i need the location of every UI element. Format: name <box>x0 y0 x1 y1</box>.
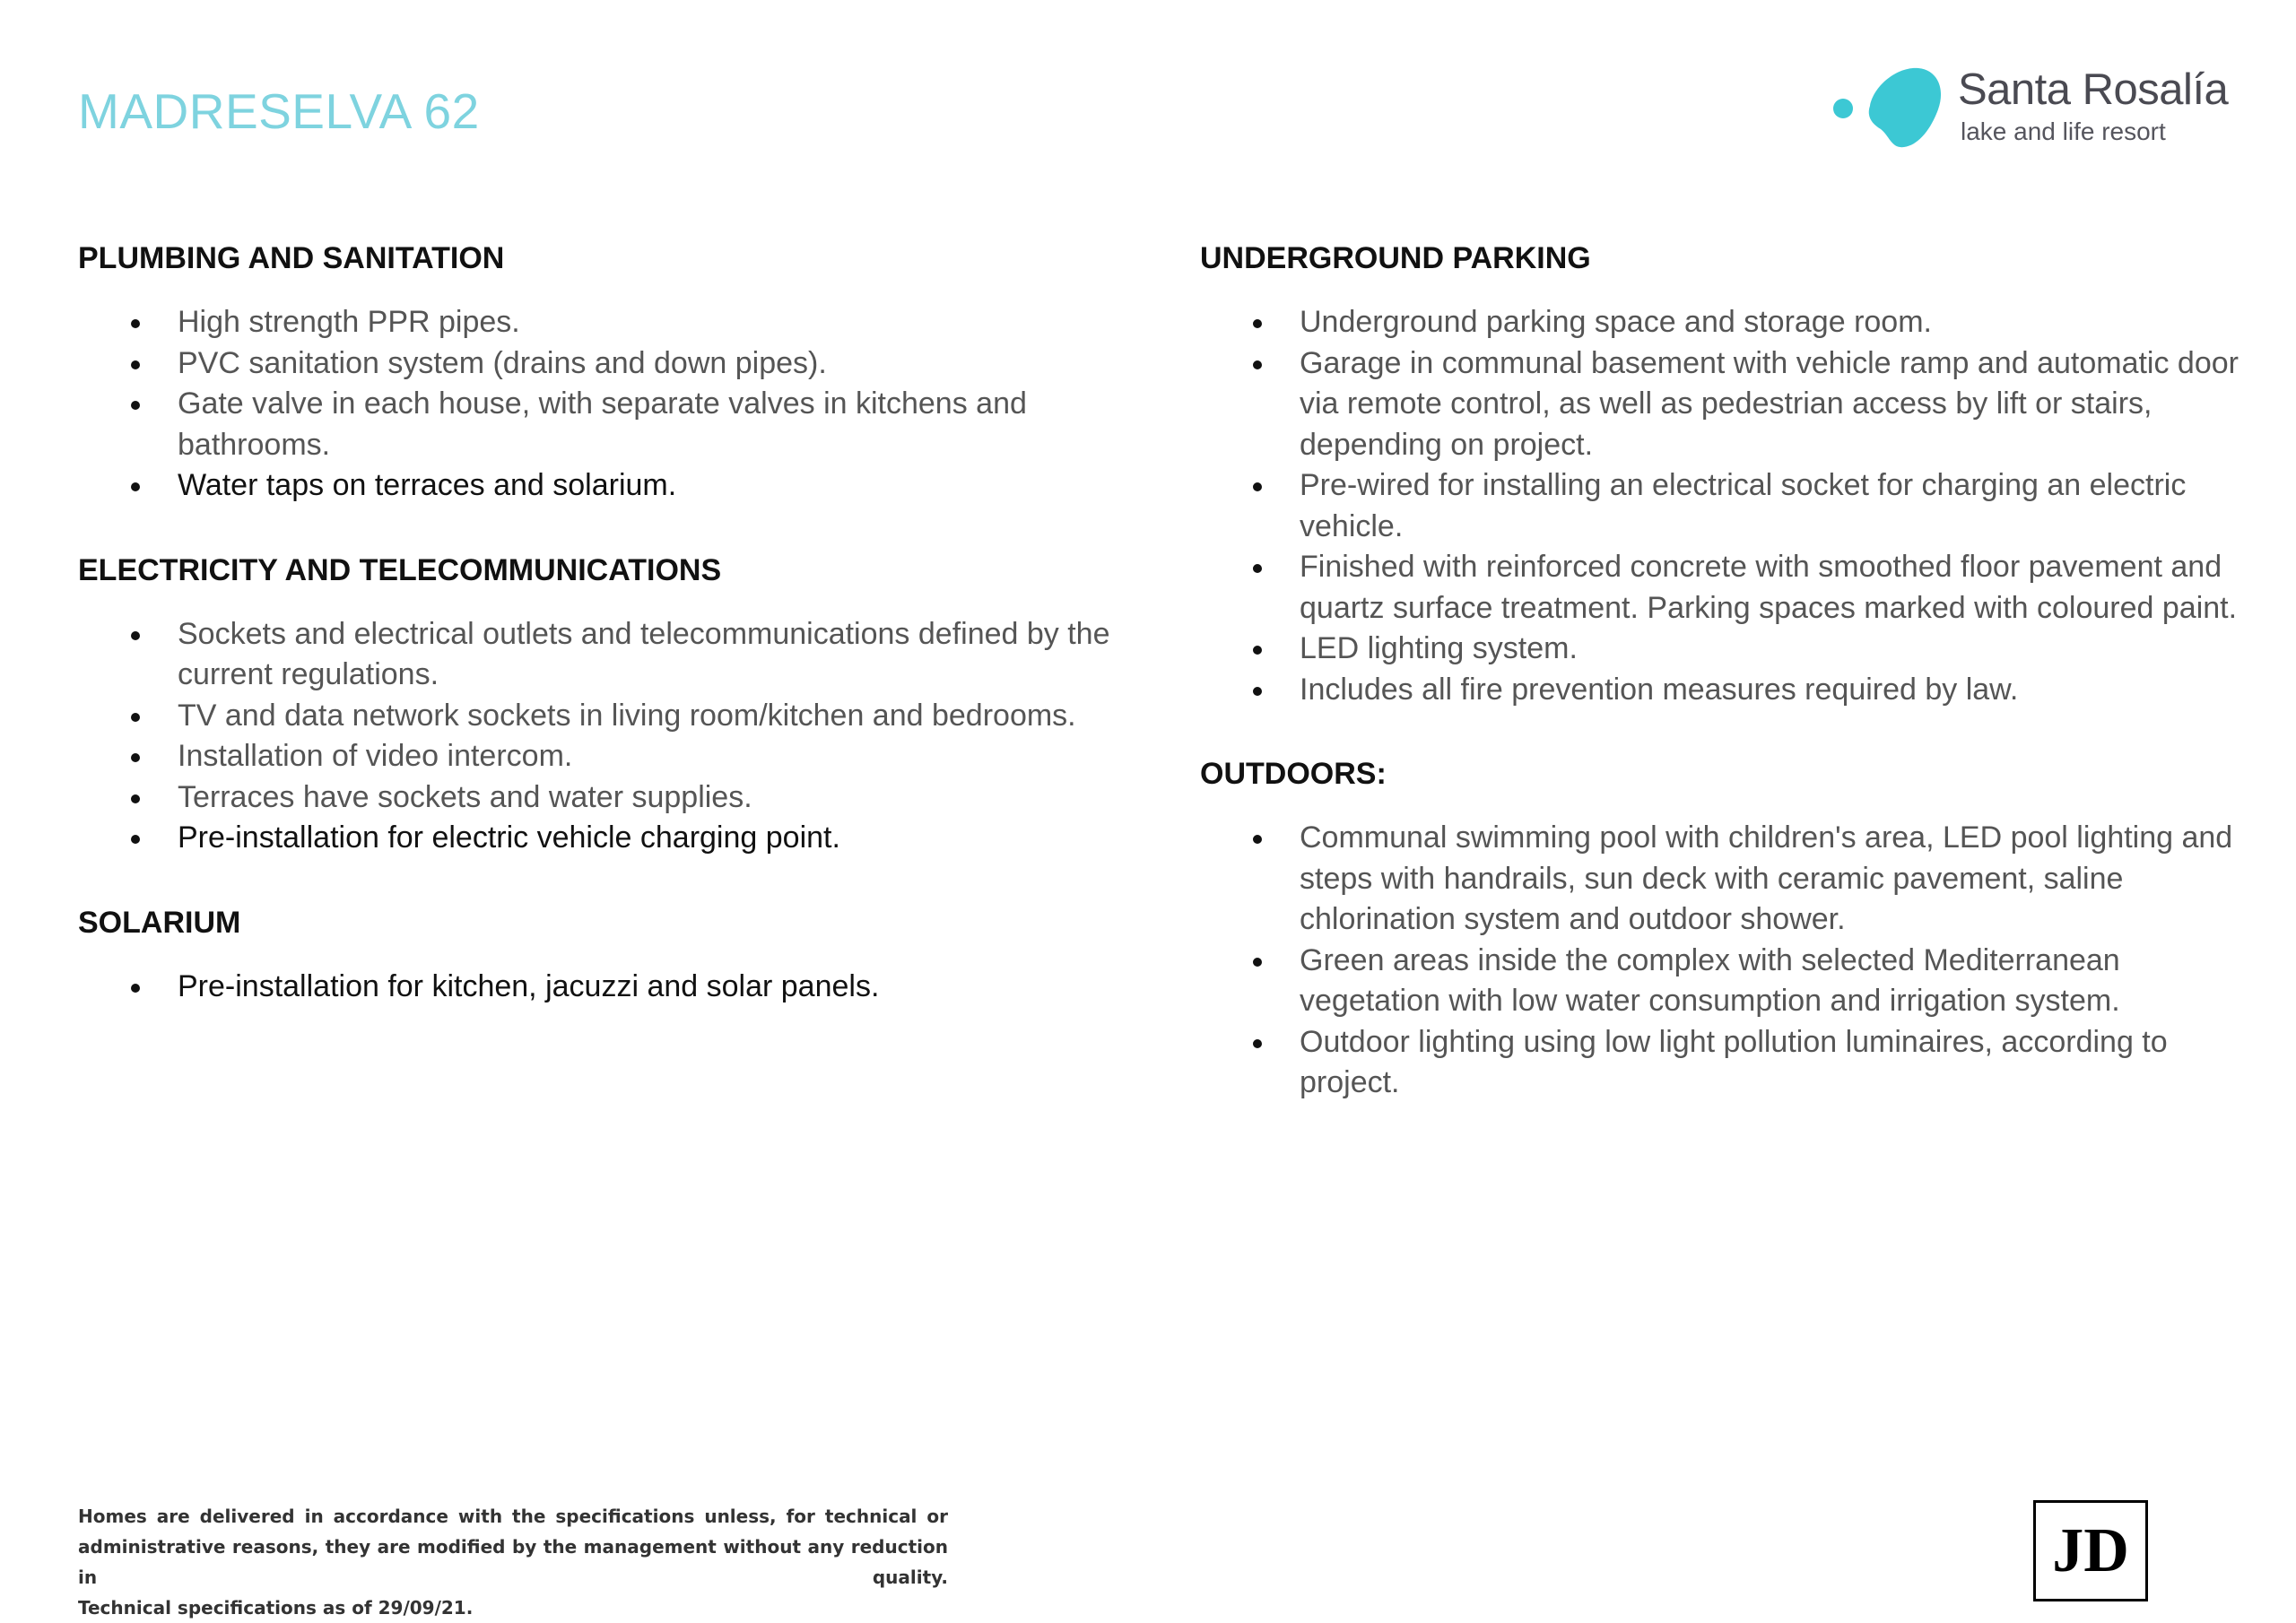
bullet-list <box>78 614 1127 859</box>
footer-line: Homes are delivered in accordance with the specifications unless, for technical or <box>78 1506 948 1527</box>
footer-line: Technical specifications as of 29/09/21. <box>78 1597 474 1619</box>
brand-blob-icon <box>1825 59 1951 158</box>
list-item: Green areas inside the complex with selected Mediterranean vegetation with low water consumption and irrigation system. <box>1200 941 2240 1022</box>
list-item: Pre-installation for electric vehicle charging point. <box>78 818 1127 859</box>
document-title: MADRESELVA 62 <box>78 83 480 139</box>
list-item: Includes all fire prevention measures required by law. <box>1200 670 2240 711</box>
section-plumbing <box>78 238 1127 507</box>
bullet-list <box>1200 818 2240 1104</box>
list-item: Finished with reinforced concrete with smoothed floor pavement and quartz surface treatment. Parking spaces marked with coloured paint. <box>1200 547 2240 629</box>
section-underground-parking <box>1200 238 2240 710</box>
bullet-list <box>1200 302 2240 710</box>
section-heading: OUTDOORS: <box>1200 757 1387 791</box>
list-item: Pre-installation for kitchen, jacuzzi and solar panels. <box>78 967 1127 1008</box>
list-item: Underground parking space and storage room. <box>1200 302 2240 343</box>
brand-name: Santa Rosalía <box>1958 65 2229 114</box>
section-heading: SOLARIUM <box>78 905 241 940</box>
jd-stamp: JD <box>2033 1500 2148 1601</box>
footer-line: administrative reasons, they are modified by the management without any reduction in quality. <box>78 1536 948 1588</box>
list-item: Installation of video intercom. <box>78 736 1127 777</box>
list-item: Gate valve in each house, with separate valves in kitchens and bathrooms. <box>78 384 1127 465</box>
list-item: Sockets and electrical outlets and telecommunications defined by the current regulations. <box>78 614 1127 696</box>
right-column <box>1200 238 2240 1147</box>
list-item: TV and data network sockets in living room/kitchen and bedrooms. <box>78 696 1127 737</box>
section-solarium <box>78 902 1127 1008</box>
list-item: PVC sanitation system (drains and down pipes). <box>78 343 1127 385</box>
list-item: High strength PPR pipes. <box>78 302 1127 343</box>
list-item: LED lighting system. <box>1200 629 2240 670</box>
bullet-list <box>78 967 1127 1008</box>
list-item: Outdoor lighting using low light pollution luminaires, according to project. <box>1200 1022 2240 1104</box>
section-heading: PLUMBING AND SANITATION <box>78 241 505 275</box>
section-heading: UNDERGROUND PARKING <box>1200 241 1591 275</box>
bullet-list <box>78 302 1127 507</box>
list-item: Garage in communal basement with vehicle ramp and automatic door via remote control, as well as pedestrian access by lift or stairs, depending on project. <box>1200 343 2240 466</box>
list-item: Communal swimming pool with children's area, LED pool lighting and steps with handrails, sun deck with ceramic pavement, saline chlorination system and outdoor shower. <box>1200 818 2240 941</box>
section-electricity <box>78 550 1127 859</box>
section-heading: ELECTRICITY AND TELECOMMUNICATIONS <box>78 552 722 587</box>
brand-tagline: lake and life resort <box>1961 117 2166 145</box>
left-column <box>78 238 1127 1050</box>
brand-logo <box>1825 59 2238 158</box>
list-item: Terraces have sockets and water supplies. <box>78 777 1127 819</box>
list-item: Water taps on terraces and solarium. <box>78 465 1127 507</box>
section-outdoors <box>1200 753 2240 1104</box>
footer-disclaimer <box>78 1501 948 1623</box>
list-item: Pre-wired for installing an electrical socket for charging an electric vehicle. <box>1200 465 2240 547</box>
